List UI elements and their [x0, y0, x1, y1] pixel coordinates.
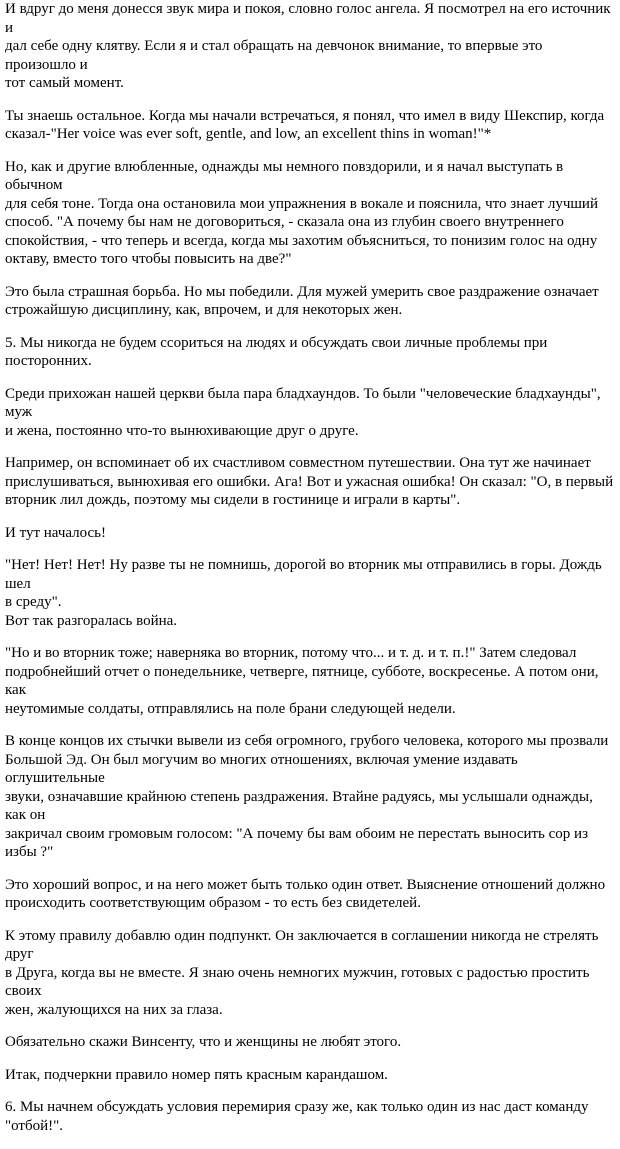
document-page: [5, 0, 617, 1149]
paragraph-shakespeare: Ты знаешь остальное. Когда мы начали встречаться, я понял, что имел в виду Шекспир, когда сказал-"Her voice was ever soft, gentle, and low, an excellent thins in woman!"*: [5, 107, 605, 142]
paragraph-red-pencil: Итак, подчеркни правило номер пять красным карандашом.: [5, 1066, 388, 1083]
paragraph-bloodhounds: Среди прихожан нашей церкви была пара бладхаундов. То были "человеческие бладхаунды", муж и жена, постоянно что-то вынюхивающие друг о друге.: [5, 385, 601, 439]
paragraph-war: Вот так разгоралась война.: [5, 612, 178, 629]
paragraph-struggle: Это была страшная борьба. Но мы победили. Для мужей умерить свое раздражение означает строжайшую дисциплину, как, впрочем, и для некоторых жен.: [5, 283, 599, 318]
paragraph-it-began: И тут началось!: [5, 524, 107, 541]
paragraph-big-ed: В конце концов их стычки вывели из себя огромного, грубого человека, которого мы прозвали Большой Эд. Он был могучим во многих отношениях, включая умение издавать оглушительные звуки, означавшие крайнюю степень раздражения. Втайне радуясь, мы услышали однажды, как он закричал своим громовым голосом: "А почему бы вам обоим не перестать выносить сор из избы ?": [5, 733, 609, 860]
paragraph-vincent: Обязательно скажи Винсенту, что и женщины не любят этого.: [5, 1034, 402, 1050]
paragraph-subrule: К этому правилу добавлю один подпункт. Он заключается в соглашении никогда не стрелять друг в Друга, когда вы не вместе. Я знаю очень немногих мужчин, готовых с радостью простить своих жен, жалующихся на них за глаза.: [5, 927, 599, 1018]
paragraph-trip: Например, он вспоминает об их счастливом совместном путешествии. Она тут же начинает прислушиваться, вынюхивая его ошибки. Ага! Вот и ужасная ошибка! Он сказал: "О, в первый вторник лил дождь, поэтому мы сидели в гостинице и играли в карты".: [5, 455, 614, 508]
paragraph-tuesday: "Но и во вторник тоже; наверняка во вторник, потому что... и т. д. и т. п.!" Затем следовал подробнейший отчет о понедельнике, четверге, пятнице, субботе, воскресенье. А потом они, как неутомимые солдаты, отправлялись на поле брани следующей недели.: [5, 645, 599, 717]
paragraph-no-no-no: "Нет! Нет! Нет! Ну разве ты не помнишь, дорогой во вторник мы отправились в горы. Дождь шел в среду".: [5, 557, 602, 610]
paragraph-good-question: Это хороший вопрос, и на него может быть только один ответ. Выяснение отношений должно происходить соответствующим образом - то есть без свидетелей.: [5, 876, 606, 911]
paragraph-angel-voice: И вдруг до меня донесся звук мира и покоя, словно голос ангела. Я посмотрел на его источник и дал себе одну клятву. Если я и стал обращать на девчонок внимание, то впервые это произошло и тот самый момент.: [5, 1, 611, 91]
paragraph-rule-6: 6. Мы начнем обсуждать условия перемирия сразу же, как только один из нас даст команду "отбой!".: [5, 1099, 589, 1134]
paragraph-rule-5: 5. Мы никогда не будем ссориться на людях и обсуждать свои личные проблемы при посторонних.: [5, 334, 548, 369]
paragraph-quarrel: Но, как и другие влюбленные, однажды мы немного повздорили, и я начал выступать в обычном для себя тоне. Тогда она остановила мои упражнения в вокале и пояснила, что знает лучший способ. "А почему бы нам не договориться, - сказала она из глубин своего внутреннего спокойствия, - что теперь и всегда, когда мы захотим объясниться, то понизим голос на одну октаву, вместо того чтобы повысить на две?": [5, 158, 598, 267]
